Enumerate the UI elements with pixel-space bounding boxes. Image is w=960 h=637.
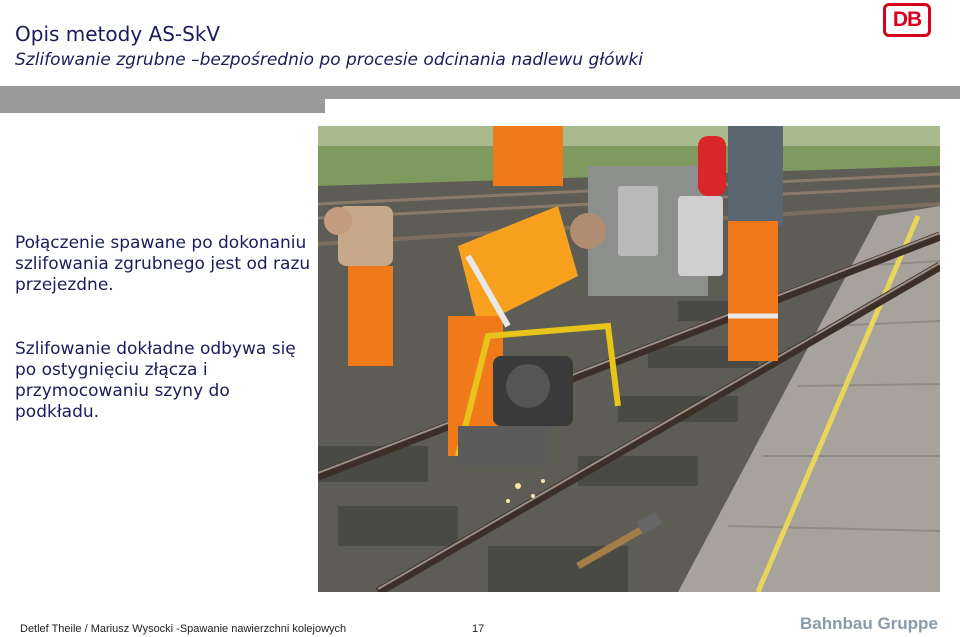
worker-right bbox=[728, 126, 783, 361]
paragraph-fine-grinding: Szlifowanie dokładne odbywa się po ostygnięciu złącza i przymocowaniu szyny do podkładu. bbox=[15, 339, 296, 422]
photo-illustration bbox=[318, 126, 940, 592]
bahnbau-gruppe-logo: Bahnbau Gruppe bbox=[800, 614, 938, 633]
db-logo: DB bbox=[883, 3, 931, 37]
slide-title: Opis metody AS-SkV bbox=[15, 22, 221, 46]
rail-grinding-photo bbox=[318, 126, 940, 592]
worker-background bbox=[493, 126, 563, 186]
gas-bottle bbox=[698, 136, 726, 196]
header-divider-bar bbox=[0, 86, 325, 113]
paragraph-passable: Połączenie spawane po dokonaniu szlifowania zgrubnego jest od razu przejezdne. bbox=[15, 233, 311, 295]
page-number: 17 bbox=[472, 623, 485, 635]
slide-subtitle: Szlifowanie zgrubne –bezpośrednio po procesie odcinania nadlewu główki bbox=[15, 50, 643, 70]
header-divider-bar-thin bbox=[325, 86, 960, 99]
footer-authors: Detlef Theile / Mariusz Wysocki -Spawanie nawierzchni kolejowych bbox=[20, 623, 347, 635]
